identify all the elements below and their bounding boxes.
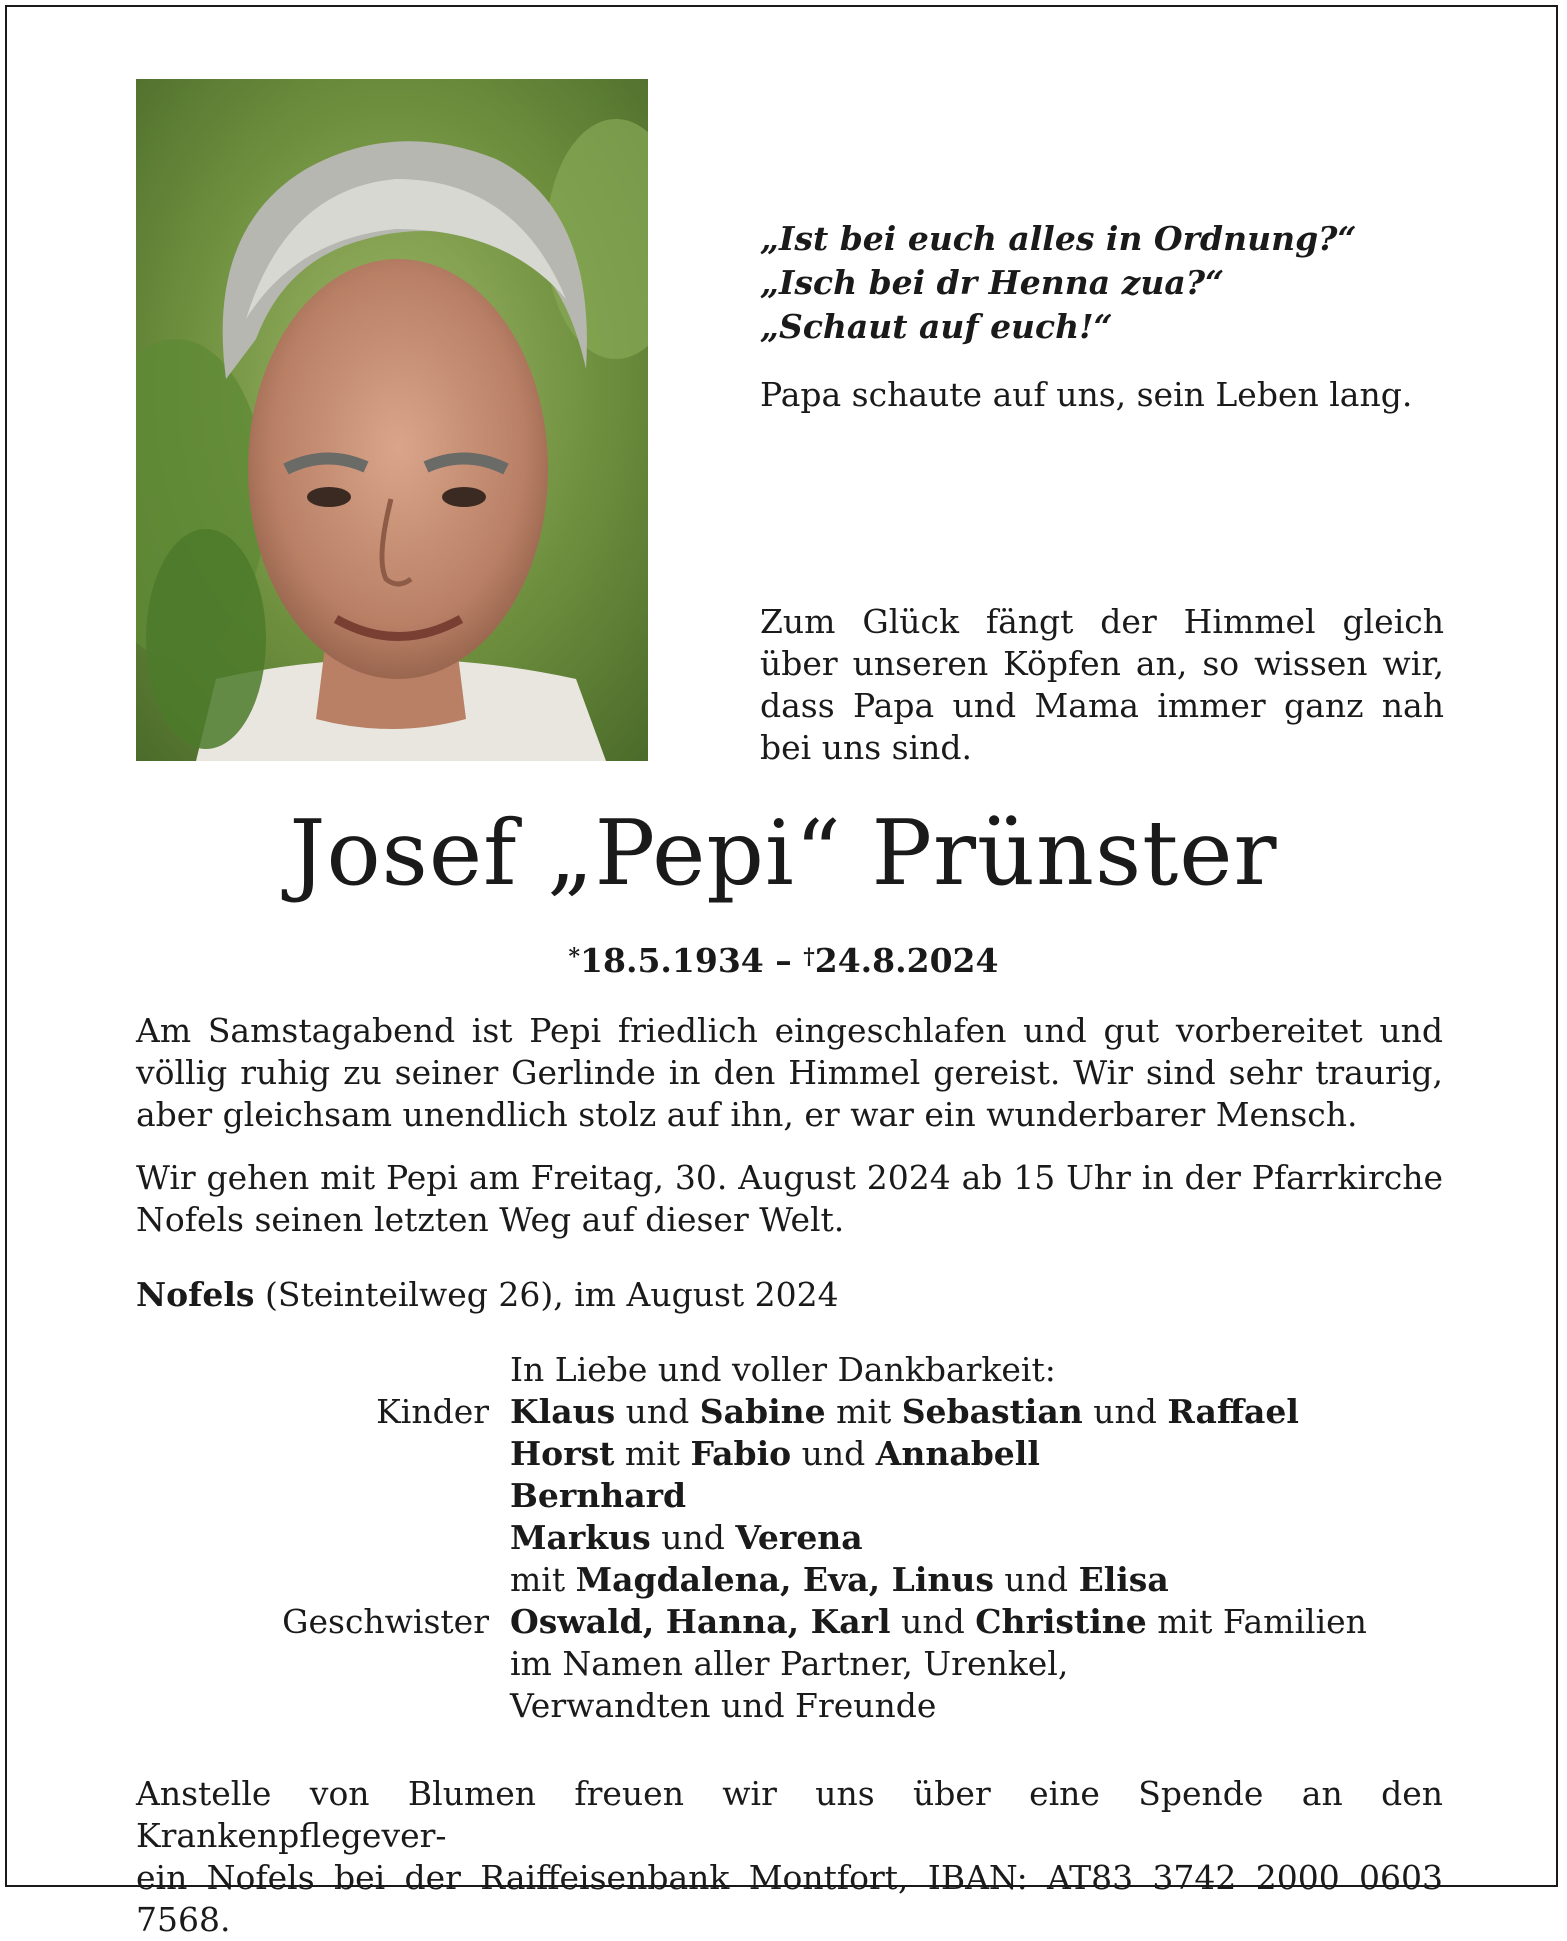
mourner-name: Raffael (1167, 1392, 1299, 1431)
quote-line: „Ist bei euch alles in Ordnung?“ (760, 219, 1357, 258)
mourners-row (7, 1643, 1560, 1685)
deceased-name: Josef „Pepi“ Prünster (289, 801, 1278, 906)
mourner-name: Horst (510, 1434, 615, 1473)
obituary-card (5, 5, 1558, 1939)
death-date: 24.8.2024 (814, 941, 999, 980)
mourner-name: Annabell (875, 1434, 1040, 1473)
mourners-block (7, 1349, 1560, 1727)
place-line (136, 1273, 839, 1317)
connector: und (1082, 1392, 1168, 1431)
portrait-photo (136, 79, 648, 761)
funeral-paragraph: Wir gehen mit Pepi am Freitag, 30. August 2024 ab 15 Uhr in der Pfarrkirche Nofels seinen letzten Weg auf dieser Welt. (136, 1158, 1443, 1239)
announcement-paragraph: Am Samstagabend ist Pepi friedlich eingeschlafen und gut vorbereitet und völlig ruhig zu seiner Gerlinde in den Himmel gereist. Wir sind sehr traurig, aber gleichsam unendlich stolz auf ihn, er war ein wunderbarer Mensch. (136, 1011, 1443, 1134)
mourner-name: Oswald, Hanna, Karl (510, 1602, 891, 1641)
donation-note (136, 1773, 1443, 1941)
place-town: Nofels (136, 1275, 255, 1314)
connector: mit (510, 1560, 576, 1599)
geschwister-label: Geschwister (282, 1602, 489, 1641)
mourners-row (7, 1559, 1560, 1601)
mourner-name: Elisa (1078, 1560, 1169, 1599)
quote-block (760, 217, 1450, 349)
mourners-line: Verwandten und Freunde (510, 1686, 937, 1725)
mourner-name: Sebastian (901, 1392, 1083, 1431)
mourners-line (510, 1517, 863, 1559)
kinder-label: Kinder (376, 1392, 489, 1431)
mourners-line (510, 1559, 1169, 1601)
mourners-line: im Namen aller Partner, Urenkel, (510, 1644, 1069, 1683)
place-rest: (Steinteilweg 26), im August 2024 (254, 1275, 839, 1314)
connector: mit (825, 1392, 902, 1431)
sky-paragraph: Zum Glück fängt der Himmel gleich über unseren Köpfen an, so wissen wir, dass Papa und Mama immer ganz nah bei uns sind. (760, 602, 1444, 767)
mourners-row (7, 1433, 1560, 1475)
connector: mit (614, 1434, 691, 1473)
death-mark: † (803, 944, 815, 970)
mourner-name: Christine (975, 1602, 1147, 1641)
connector: und (993, 1560, 1079, 1599)
mourners-line (510, 1601, 1367, 1643)
mourners-line (510, 1391, 1299, 1433)
connector: und (615, 1392, 700, 1431)
mourners-line (510, 1475, 686, 1517)
quote-line: „Isch bei dr Henna zua?“ (760, 263, 1225, 302)
portrait-image (136, 79, 648, 761)
mourner-name: Sabine (699, 1392, 826, 1431)
mourners-row (7, 1517, 1560, 1559)
mourners-row (7, 1391, 1560, 1433)
birth-date: 18.5.1934 (580, 941, 764, 980)
connector: und (650, 1518, 736, 1557)
mourners-intro-row (7, 1349, 1560, 1391)
date-dash: – (763, 941, 804, 980)
life-dates (7, 935, 1560, 983)
mourners-row (7, 1601, 1560, 1643)
birth-mark: * (568, 944, 581, 970)
donation-line: Anstelle von Blumen freuen wir uns über eine Spende an den Krankenpflegever- (136, 1774, 1443, 1855)
quote-line: „Schaut auf euch!“ (760, 307, 1113, 346)
mourner-name: Klaus (510, 1392, 616, 1431)
mourner-name: Verena (735, 1518, 863, 1557)
mourner-name: Markus (510, 1518, 651, 1557)
mourners-line (510, 1433, 1040, 1475)
connector: und (890, 1602, 976, 1641)
quote-caption: Papa schaute auf uns, sein Leben lang. (760, 375, 1413, 414)
connector: und (791, 1434, 876, 1473)
mourner-name: Fabio (690, 1434, 792, 1473)
mourner-name: Magdalena, Eva, Linus (575, 1560, 994, 1599)
mourner-name: Bernhard (510, 1476, 687, 1515)
mourners-row (7, 1475, 1560, 1517)
connector: mit Familien (1146, 1602, 1367, 1641)
mourners-intro: In Liebe und voller Dankbarkeit: (510, 1350, 1056, 1389)
donation-line: ein Nofels bei der Raiffeisenbank Montfort, IBAN: AT83 3742 2000 0603 7568. (136, 1858, 1443, 1939)
mourners-row (7, 1685, 1560, 1727)
